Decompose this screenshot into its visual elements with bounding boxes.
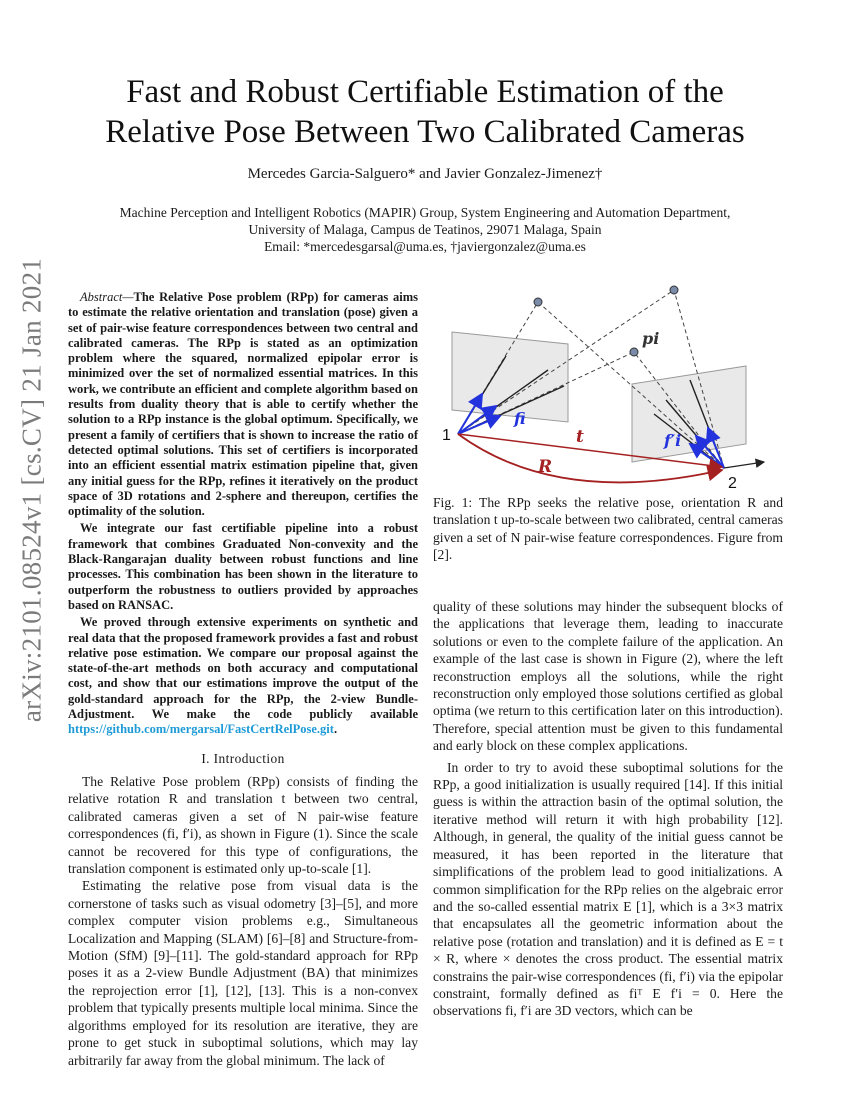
label-f-prime: f′i xyxy=(664,431,682,450)
scene-point xyxy=(670,286,678,294)
intro-paragraph-2: Estimating the relative pose from visual data is the cornerstone of tasks such as visual odometry [3]–[5], and more complex computer vision problems e.g., Simultaneous Localization and Mapping (SLAM) [6]–[8] and Structure-from-Motion (SfM) [9]–[11]. The gold-standard approach for RPp poses it as a 2-view Bundle Adjustment (BA) that minimizes the reprojection error [1], [12], [13]. This is a non-convex problem that typically presents multiple local minima. Since the algorithms employed for its resolution are iterative, they are prone to get stuck in suboptimal solutions, which may lay arbitrarily far away from the global minimum. The lack of xyxy=(68,878,418,1068)
title-line-1: Fast and Robust Certifiable Estimation of the xyxy=(126,74,724,110)
abstract-text-3: We proved through extensive experiments on synthetic and real data that the proposed framework provides a fast and robust relative pose estimation. We compare our proposal against the state-of-the-art methods on both accuracy and computational cost, and show that our estimations improve the output of the gold-standard approach for the RPp, the 2-view Bundle-Adjustment. We make the code publicly available xyxy=(68,615,418,722)
abstract-lead: Abstract— xyxy=(80,290,134,304)
title-line-2: Relative Pose Between Two Calibrated Cameras xyxy=(105,114,745,150)
abstract-paragraph-2: We integrate our fast certifiable pipeline into a robust framework that combines Graduated Non-convexity and the Black-Rangarajan duality between robust functions and line processes. This combination has been shown in the literature to outperform the robustness to outliers provided by approaches based on RANSAC. xyxy=(68,521,418,612)
affiliation-email: Email: *mercedesgarsal@uma.es, †javiergonzalez@uma.es xyxy=(264,239,586,254)
label-R: R xyxy=(538,457,553,477)
section-heading-introduction: I. Introduction xyxy=(201,750,285,766)
abstract-paragraph-3 xyxy=(68,615,418,737)
code-link[interactable]: https://github.com/mergarsal/FastCertRelPose.git xyxy=(68,722,334,737)
label-f: fi xyxy=(514,409,526,428)
figure-1-diagram xyxy=(438,282,778,492)
camera-axis xyxy=(724,462,764,468)
label-camera-2: 2 xyxy=(728,475,737,492)
abstract-paragraph-1 xyxy=(68,290,418,519)
intro-paragraph-1: The Relative Pose problem (RPp) consists of finding the relative rotation R and translation t between two central, calibrated cameras given a set of N pair-wise feature correspondences (fi, f′i), as shown in Figure (1). Since the scale cannot be recovered for this type of configurations, the translation component is estimated only up-to-scale [1]. xyxy=(68,774,418,877)
right-paragraph-1: quality of these solutions may hinder the subsequent blocks of the applications that leverage them, leading to inaccurate solutions or even to the complete failure of the application. An example of the last case is shown in Figure (2), where the left reconstruction employs all the solutions, while the right reconstruction only employed those solutions certified as global optima (we return to this certification later on this introduction). Therefore, special attention must be given to this fundamental and early block on these complex applications. xyxy=(433,599,783,754)
abstract-link-end: . xyxy=(333,722,338,737)
arxiv-id: arXiv:2101.08524v1 [cs.CV] 21 Jan 2021 xyxy=(16,257,47,723)
figure-1-caption: Fig. 1: The RPp seeks the relative pose, orientation R and translation t up-to-scale between two calibrated, central cameras given a set of N pair-wise feature correspondences. Figure from [2]. xyxy=(433,495,783,563)
image-plane-right xyxy=(632,366,746,462)
label-camera-1: 1 xyxy=(442,427,451,444)
left-column xyxy=(68,290,418,1069)
right-paragraph-2: In order to try to avoid these suboptimal solutions for the RPp, a good initialization is usually required [14]. If this initial guess is within the attraction basin of the optimal solution, the iterative method will return it with high probability [12]. Although, in general, the quality of the initial guess cannot be measured, it has been reported in the literature that simplifications of the problem lead to good initializations. A common simplification for the RPp relies on the algebraic error and the so-called essential matrix E [1], which is a 3×3 matrix that encapsulates all the geometric information about the relative pose (rotation and translation) and it is defined as E = t × R, where × denotes the cross product. The essential matrix constrains the pair-wise correspondences (fi, f′i) via the epipolar constraint, formally defined as fiᵀ E f′i = 0. Here the observations fi, f′i are 3D vectors, which can be xyxy=(433,759,783,1019)
arxiv-sidebar xyxy=(2,257,62,723)
right-column xyxy=(433,598,783,1020)
scene-point xyxy=(630,348,638,356)
paper-title xyxy=(60,72,790,152)
label-t: t xyxy=(576,427,584,447)
authors: Mercedes Garcia-Salguero* and Javier Gonzalez-Jimenez† xyxy=(247,166,603,182)
label-point-p: pi xyxy=(642,329,660,348)
affiliation-line-1: Machine Perception and Intelligent Robotics (MAPIR) Group, System Engineering and Automation Department, xyxy=(119,205,731,220)
scene-point xyxy=(534,298,542,306)
affiliation-line-2: University of Malaga, Campus de Teatinos, 29071 Malaga, Spain xyxy=(248,222,602,237)
abstract-text-1: The Relative Pose problem (RPp) for cameras aims to estimate the relative orientation and translation (pose) given a set of pair-wise feature correspondences between two central and calibrated cameras. The RPp is stated as an optimization problem where the squared, normalized epipolar error is minimized over the set of normalized essential matrices. In this work, we contribute an efficient and complete algorithm based on results from duality theory that is able to certify whether the solution to a RPp instance is the global optimum. Specifically, we present a family of certifiers that is shown to increase the ratio of detected optimal solutions. This set of certifiers is incorporated into an efficient essential matrix estimation pipeline that, given any initial guess for the RPp, refines it iteratively on the product space of 3D rotations and 2-sphere and thereupon, certifies the optimality of the solution. xyxy=(68,290,418,519)
image-plane-left xyxy=(452,332,568,422)
affiliation xyxy=(60,204,790,255)
